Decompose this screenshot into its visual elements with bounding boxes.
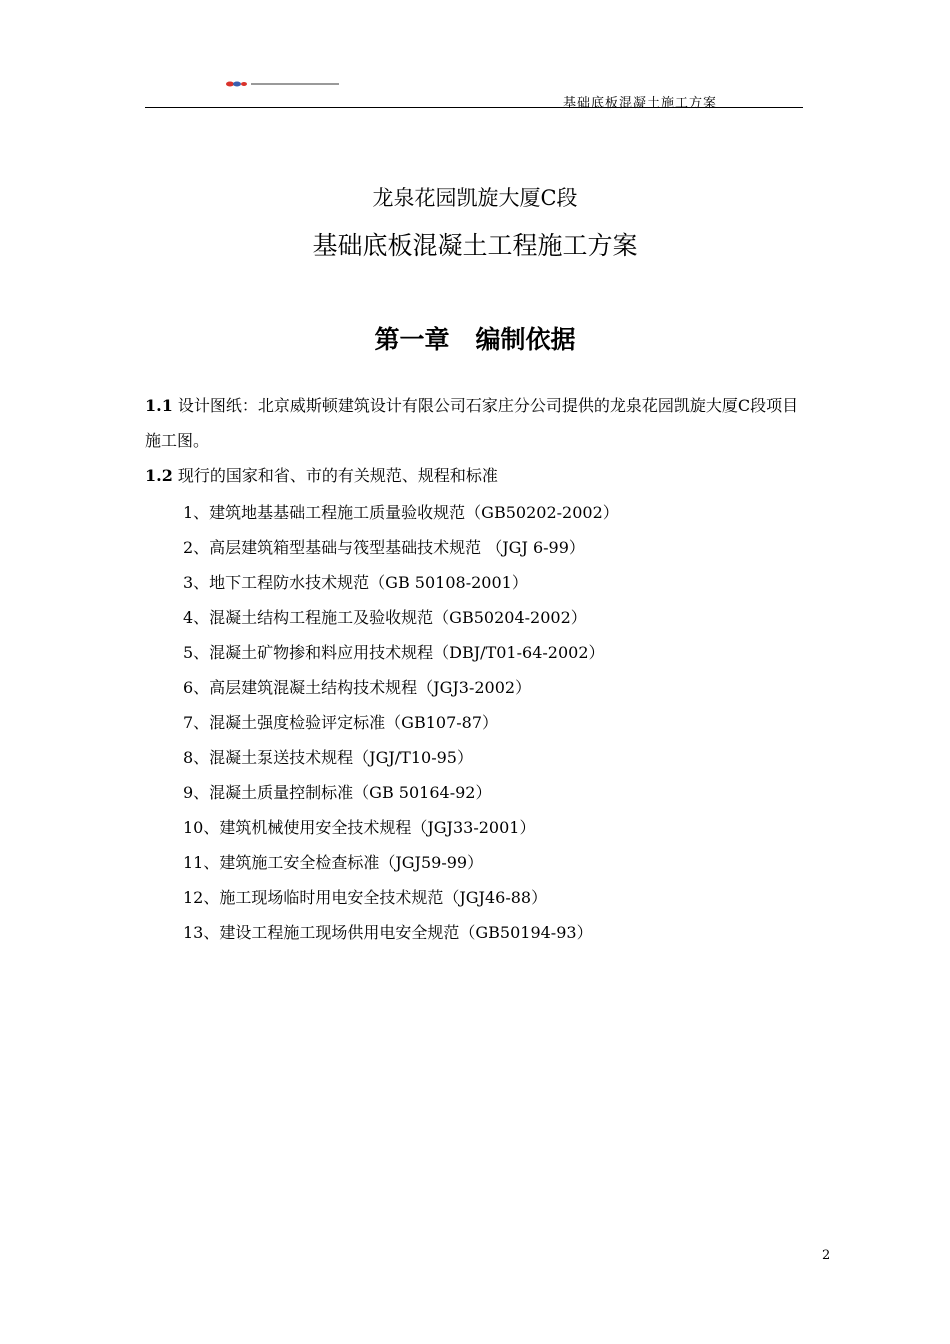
page-number: 2 xyxy=(822,1248,831,1263)
standard-item: 11、建筑施工安全检查标准（JGJ59-99） xyxy=(183,853,484,872)
chapter-heading: 第一章 编制依据 xyxy=(374,325,576,354)
section-text: 现行的国家和省、市的有关规范、规程和标准 xyxy=(172,466,498,485)
standard-item: 1、建筑地基基础工程施工质量验收规范（GB50202-2002） xyxy=(183,503,619,522)
document-title-line1: 龙泉花园凯旋大厦C段 xyxy=(372,186,578,210)
standard-item: 12、施工现场临时用电安全技术规范（JGJ46-88） xyxy=(183,888,548,907)
section-number: 1.2 xyxy=(145,466,173,485)
standard-item: 9、混凝土质量控制标准（GB 50164-92） xyxy=(183,783,492,802)
company-logo xyxy=(225,80,340,88)
header-divider xyxy=(145,107,803,108)
document-title-line2: 基础底板混凝土工程施工方案 xyxy=(312,231,638,260)
section-number: 1.1 xyxy=(145,396,173,415)
standard-item: 3、地下工程防水技术规范（GB 50108-2001） xyxy=(183,573,528,592)
section-text: 设计图纸：北京威斯顿建筑设计有限公司石家庄分公司提供的龙泉花园凯旋大厦C段项目施工图。 xyxy=(145,396,799,450)
standard-item: 10、建筑机械使用安全技术规程（JGJ33-2001） xyxy=(183,818,536,837)
standard-item: 13、建设工程施工现场供用电安全规范（GB50194-93） xyxy=(183,923,593,942)
standard-item: 4、混凝土结构工程施工及验收规范（GB50204-2002） xyxy=(183,608,587,627)
standard-item: 6、高层建筑混凝土结构技术规程（JGJ3-2002） xyxy=(183,678,532,697)
standard-item: 2、高层建筑箱型基础与筏型基础技术规范 （JGJ 6-99） xyxy=(183,538,585,557)
standard-item: 8、混凝土泵送技术规程（JGJ/T10-95） xyxy=(183,748,473,767)
standard-item: 5、混凝土矿物掺和料应用技术规程（DBJ/T01-64-2002） xyxy=(183,643,605,662)
section-1-2 xyxy=(145,458,805,493)
standard-item: 7、混凝土强度检验评定标准（GB107-87） xyxy=(183,713,499,732)
section-1-1 xyxy=(145,388,805,458)
running-header-title: 基础底板混凝土施工方案 xyxy=(563,96,718,111)
